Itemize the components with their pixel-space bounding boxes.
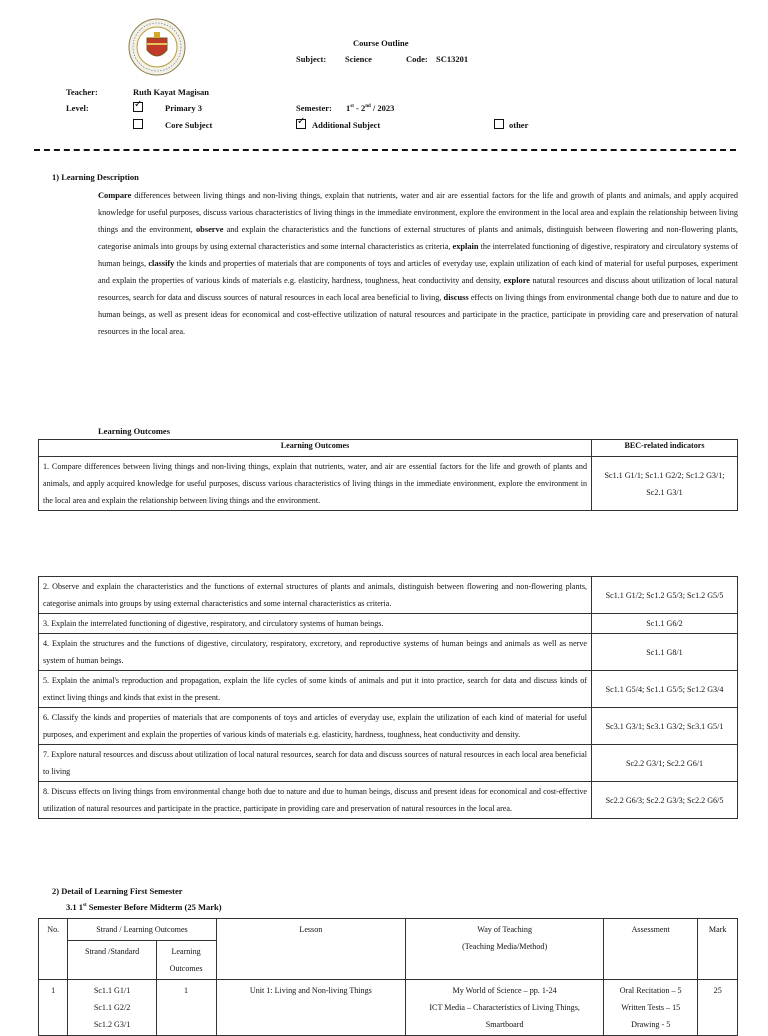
col-bec-indicators: BEC-related indicators: [592, 440, 738, 457]
col-learning-outcomes-sub: Learning Outcomes: [156, 941, 216, 980]
level-checkbox[interactable]: [133, 102, 143, 113]
learning-outcomes-heading: Learning Outcomes: [98, 426, 171, 436]
table-row: [39, 671, 738, 708]
detail-of-learning-table: [38, 918, 738, 1036]
table-row: [39, 634, 738, 671]
col-mark: Mark: [698, 919, 738, 980]
col-lesson: Lesson: [216, 919, 406, 980]
outcome-text: 3. Explain the interrelated functioning of digestive, respiratory, and circulatory systems of human beings.: [39, 614, 592, 634]
outcome-text: 2. Observe and explain the characteristics and the functions of external structures of plants and animals, distinguish between flowering and non-flowering plants, categorise animals into groups by using external characteristics and some internal characteristics as criteria.: [39, 577, 592, 614]
core-subject-label: Core Subject: [165, 120, 213, 130]
row-no: 1: [39, 980, 68, 1036]
learning-outcomes-table-2: [38, 576, 738, 819]
learning-description-paragraph: Compare differences between living things and non-living things, explain that nutrients, water and air are essential factors for the life and growth of plants and animals, and apply acquired knowledge for useful purposes, discuss various characteristics of living things in the immediate environment, explore the environment in the local area and explain the relationship between living things and the environment, observe and explain the characteristics and the functions of external structures of plants and animals, distinguish between flowering and non-flowering plants, categorise animals into groups by using external characteristics and some internal characteristics as criteria, explain the interrelated functioning of digestive, respiratory and circulatory systems of human beings, classify the kinds and properties of materials that are components of toys and articles of everyday use, explain utilization of each kind of material for useful purposes, experiment and explain the properties of various kinds of materials e.g. elasticity, hardness, toughness, heat conductivity and density, explore natural resources and discuss about utilization of local natural resources, search for data and discuss sources of natural resources in each local area beneficial to living, discuss effects on living things from environmental change both due to nature and due to human beings, as well as present ideas for economical and cost-effective utilization of natural resources and participate in the practice, participate in providing care and preservation of natural resources in the local area.: [98, 191, 738, 336]
outcome-indicator: Sc2.2 G3/1; Sc2.2 G6/1: [592, 745, 738, 782]
table-row: [39, 577, 738, 614]
subsection-heading: 3.1 1st Semester Before Midterm (25 Mark): [66, 902, 222, 912]
other-checkbox[interactable]: [494, 119, 504, 130]
outcome-indicator: Sc2.2 G6/3; Sc2.2 G3/3; Sc2.2 G6/5: [592, 782, 738, 819]
teacher-label: Teacher:: [66, 87, 98, 97]
additional-subject-label: Additional Subject: [312, 120, 381, 130]
table-row: [39, 980, 738, 1036]
col-strand-standard: Strand /Standard: [68, 941, 156, 980]
row-mark: 25: [698, 980, 738, 1036]
semester-value: 1st - 2nd / 2023: [346, 103, 395, 113]
semester-label: Semester:: [296, 103, 332, 113]
outcome-text: 8. Discuss effects on living things from environmental change both due to nature and due to human beings, discuss and present ideas for economical and cost-effective utilization of natural resources and participate in the practice, participate in providing care and preservation of natural resources in the local area.: [39, 782, 592, 819]
subject-label: Subject:: [296, 54, 327, 64]
col-assessment: Assessment: [604, 919, 698, 980]
teacher-value: Ruth Kayat Magisan: [133, 87, 210, 97]
outcome-indicator: Sc1.1 G6/2: [592, 614, 738, 634]
level-value: Primary 3: [165, 103, 203, 113]
col-way-of-teaching: Way of Teaching (Teaching Media/Method): [406, 919, 604, 980]
table-row: [39, 708, 738, 745]
divider: [34, 149, 736, 151]
outcome-indicator: Sc1.1 G1/1; Sc1.1 G2/2; Sc1.2 G3/1; Sc2.1 G3/1: [592, 457, 738, 511]
table-row: [39, 457, 738, 511]
row-learning-outcome: 1: [156, 980, 216, 1036]
other-label: other: [509, 120, 529, 130]
outcome-text: 1. Compare differences between living things and non-living things, explain that nutrients, water, and air are essential factors for the life and growth of plants and animals, and apply acquired knowledge for useful purposes, discuss various characteristics of living things in the immediate environment, explore the environment in the local area and explain the relationship between living things and the environment.: [39, 457, 592, 511]
section-heading-detail-of-learning: 2) Detail of Learning First Semester: [52, 886, 183, 896]
col-learning-outcomes: Learning Outcomes: [39, 440, 592, 457]
outcome-text: 7. Explore natural resources and discuss about utilization of local natural resources, search for data and discuss sources of natural resources in each local area beneficial to living: [39, 745, 592, 782]
subject-value: Science: [345, 54, 372, 64]
outcome-indicator: Sc1.1 G1/2; Sc1.2 G5/3; Sc1.2 G5/5: [592, 577, 738, 614]
core-subject-checkbox[interactable]: [133, 119, 143, 130]
row-strand-standard: Sc1.1 G1/1 Sc1.1 G2/2 Sc1.2 G3/1: [68, 980, 156, 1036]
outcome-text: 6. Classify the kinds and properties of materials that are components of toys and articles of everyday use, explain the utilization of each kind of material for useful purposes, and experiment and explain the properties of various kinds of materials e.g. elasticity, hardness, toughness, heat conductivity and density.: [39, 708, 592, 745]
code-value: SC13201: [436, 54, 469, 64]
outcome-indicator: Sc3.1 G3/1; Sc3.1 G3/2; Sc3.1 G5/1: [592, 708, 738, 745]
row-way-of-teaching: My World of Science – pp. 1-24 ICT Media – Characteristics of Living Things, Smartboard: [406, 980, 604, 1036]
level-label: Level:: [66, 103, 89, 113]
table-row: [39, 614, 738, 634]
table-row: [39, 782, 738, 819]
school-logo: [128, 18, 186, 76]
outcome-text: 4. Explain the structures and the functions of digestive, circulatory, respiratory, excretory, and reproductive systems of human beings and animals as well as nerve system of human beings.: [39, 634, 592, 671]
outcome-indicator: Sc1.1 G8/1: [592, 634, 738, 671]
additional-subject-checkbox[interactable]: [296, 119, 306, 130]
outcome-indicator: Sc1.1 G5/4; Sc1.1 G5/5; Sc1.2 G3/4: [592, 671, 738, 708]
code-label: Code:: [406, 54, 428, 64]
col-no: No.: [39, 919, 68, 980]
col-strand-learning-outcomes: Strand / Learning Outcomes: [68, 919, 216, 941]
row-assessment: Oral Recitation – 5 Written Tests – 15 Drawing - 5: [604, 980, 698, 1036]
document-title: Course Outline: [353, 38, 409, 48]
learning-outcomes-table-1: [38, 439, 738, 511]
outcome-text: 5. Explain the animal's reproduction and propagation, explain the life cycles of some kinds of animals and put it into practice, search for data and discuss kinds of extinct living things and kinds that exist in the present.: [39, 671, 592, 708]
section-heading-learning-description: 1) Learning Description: [52, 172, 139, 182]
table-row: [39, 745, 738, 782]
row-lesson: Unit 1: Living and Non-living Things: [216, 980, 406, 1036]
